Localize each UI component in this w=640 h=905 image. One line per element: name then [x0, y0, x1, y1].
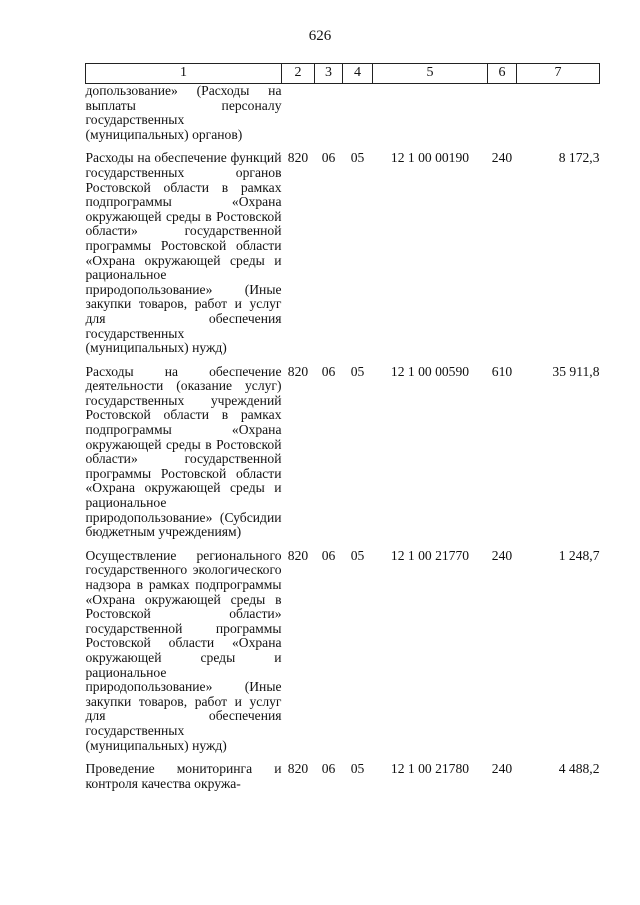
row-ministry-code: 820: [287, 547, 309, 563]
table-row: [86, 151, 600, 364]
table-row: [86, 365, 600, 549]
row-ministry-code: 820: [287, 761, 309, 777]
row-description: Проведение мониторинга и контроля качества окружа-: [85, 761, 282, 791]
row-subsection-code: 05: [350, 363, 365, 379]
budget-table: [85, 63, 600, 800]
row-amount: 8 172,3: [558, 150, 600, 166]
row-target-code: 12 1 00 00190: [390, 150, 470, 166]
row-section-code: 06: [321, 363, 336, 379]
row-expense-type: 240: [491, 150, 513, 166]
row-section-code: 06: [321, 761, 336, 777]
row-target-code: 12 1 00 21780: [390, 761, 470, 777]
row-subsection-code: 05: [350, 761, 365, 777]
row-target-code: 12 1 00 00590: [390, 363, 470, 379]
header-col-7: 7: [517, 64, 600, 84]
row-section-code: 06: [321, 150, 336, 166]
row-description: допользование» (Расходы на выплаты персоналу государственных (муниципальных) органов): [85, 83, 282, 142]
row-description: Расходы на обеспечение деятельности (оказание услуг) государственных учреждений Ростовской области в рамках подпрограммы «Охрана окружающей среды в Ростовской области» государственной программы Ростовской области «Охрана окружающей среды и рациональное природопользование» (Субсидии бюджетным учреждениям): [85, 363, 282, 540]
row-amount: 4 488,2: [558, 761, 600, 777]
row-ministry-code: 820: [287, 150, 309, 166]
row-ministry-code: 820: [287, 363, 309, 379]
row-section-code: 06: [321, 547, 336, 563]
row-expense-type: 240: [491, 547, 513, 563]
table-row: [86, 762, 600, 800]
row-amount: 1 248,7: [558, 547, 600, 563]
header-col-6: 6: [488, 64, 517, 84]
row-subsection-code: 05: [350, 547, 365, 563]
row-amount: 35 911,8: [552, 363, 600, 379]
table-row: [86, 549, 600, 762]
header-col-3: 3: [315, 64, 343, 84]
header-col-4: 4: [343, 64, 373, 84]
row-subsection-code: 05: [350, 150, 365, 166]
header-col-2: 2: [282, 64, 315, 84]
header-col-5: 5: [373, 64, 488, 84]
header-col-1: 1: [86, 64, 282, 84]
table-header-row: [86, 64, 600, 84]
row-description: Расходы на обеспечение функций государственных органов Ростовской области в рамках подпрограммы «Охрана окружающей среды в Ростовской области» государственной программы Ростовской области «Охрана окружающей среды и рациональное природопользование» (Иные закупки товаров, работ и услуг для обеспечения государственных (муниципальных) нужд): [85, 150, 282, 356]
row-expense-type: 240: [491, 761, 513, 777]
row-target-code: 12 1 00 21770: [390, 547, 470, 563]
row-expense-type: 610: [491, 363, 513, 379]
table-row-continuation: [86, 84, 600, 152]
row-description: Осуществление регионального государственного экологического надзора в рамках подпрограммы «Охрана окружающей среды в Ростовской области» государственной программы Ростовской области «Охрана окружающей среды и рациональное природопользование» (Иные закупки товаров, работ и услуг для обеспечения государственных (муниципальных) нужд): [85, 547, 282, 753]
page-number: 626: [308, 28, 332, 44]
